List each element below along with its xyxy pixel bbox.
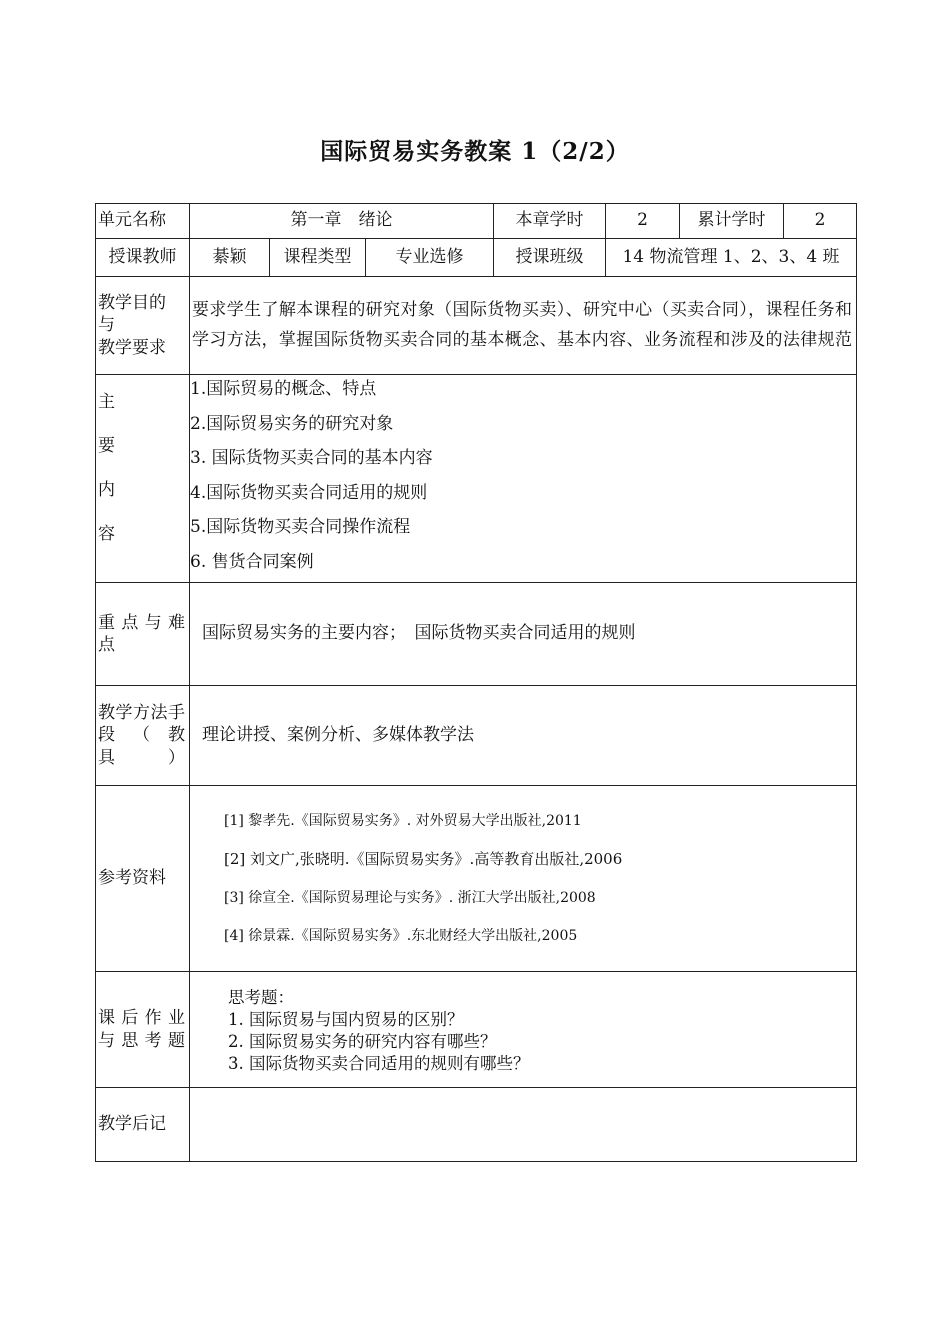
references-label: 参考资料 [96,786,190,972]
key-points-label: 重 点 与 难 点 [96,583,190,686]
homework-content [190,972,857,1088]
homework-item: 1. 国际贸易与国内贸易的区别？ [228,1009,464,1029]
course-type-value: 专业选修 [366,239,494,277]
main-content-label: 主 要 内 容 [96,375,190,583]
methods-text: 理论讲授、案例分析、多媒体教学法 [190,686,857,786]
list-item: 4.国际货物买卖合同适用的规则 [190,482,428,503]
total-hours-value: 2 [784,204,857,239]
references-row [96,786,857,972]
notes-row [96,1088,857,1162]
document-title: 国际贸易实务教案 1（2/2） [320,138,630,165]
homework-item: 2. 国际贸易实务的研究内容有哪些？ [228,1031,497,1051]
teacher-row [96,239,857,277]
key-points-text: 国际贸易实务的主要内容； 国际货物买卖合同适用的规则 [190,583,857,686]
lesson-plan-table [95,203,857,1162]
reference-item: [3] 徐宣全.《国际贸易理论与实务》. 浙江大学出版社,2008 [224,889,596,906]
notes-label: 教学后记 [96,1088,190,1162]
list-item: 6. 售货合同案例 [190,551,314,572]
total-hours-label: 累计学时 [680,204,784,239]
methods-row [96,686,857,786]
key-points-row [96,583,857,686]
notes-content [190,1088,857,1162]
list-item: 1.国际贸易的概念、特点 [190,379,377,399]
reference-item: [2] 刘文广,张晓明.《国际贸易实务》.高等教育出版社,2006 [224,850,623,868]
methods-label: 教学方法手 段 （ 教具） [96,686,190,786]
list-item: 2.国际贸易实务的研究对象 [190,413,394,434]
homework-item: 3. 国际货物买卖合同适用的规则有哪些？ [228,1053,530,1073]
list-item: 5.国际货物买卖合同操作流程 [190,517,411,537]
reference-item: [1] 黎孝先.《国际贸易实务》. 对外贸易大学出版社,2011 [224,812,582,829]
class-label: 授课班级 [494,239,606,277]
teacher-label: 授课教师 [96,239,190,277]
references-list [190,786,857,972]
homework-heading: 思考题： [228,987,294,1007]
unit-name-value: 第一章 绪论 [190,204,494,239]
reference-item: [4] 徐景霖.《国际贸易实务》.东北财经大学出版社,2005 [224,928,578,944]
list-item: 3. 国际货物买卖合同的基本内容 [190,448,433,468]
unit-row [96,204,857,239]
main-content-row [96,375,857,583]
objectives-row [96,277,857,375]
homework-label: 课 后 作 业与思考题 [96,972,190,1088]
class-value: 14 物流管理 1、2、3、4 班 [606,239,857,277]
objectives-label: 教学目的 与 教学要求 [96,277,190,375]
teacher-value: 綦颖 [190,239,270,277]
chapter-hours-value: 2 [606,204,680,239]
unit-name-label: 单元名称 [96,204,190,239]
course-type-label: 课程类型 [270,239,366,277]
main-content-list [190,375,857,583]
homework-row [96,972,857,1088]
objectives-text: 要求学生了解本课程的研究对象（国际货物买卖）、研究中心（买卖合同），课程任务和学习方法，掌握国际货物买卖合同的基本概念、基本内容、业务流程和涉及的法律规范 [190,277,857,375]
chapter-hours-label: 本章学时 [494,204,606,239]
